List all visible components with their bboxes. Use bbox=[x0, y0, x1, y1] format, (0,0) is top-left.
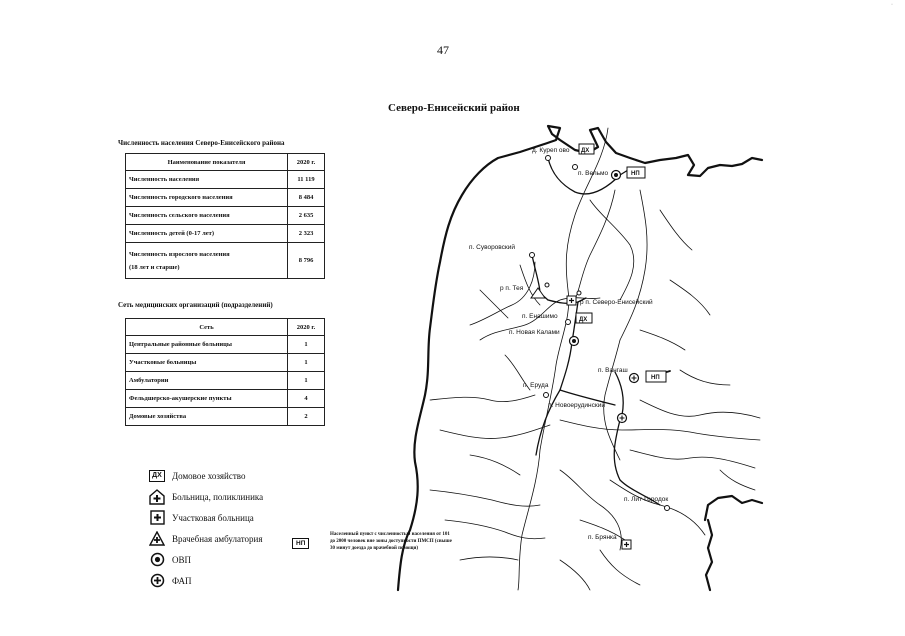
settlement-label: п. Вельмо bbox=[578, 170, 609, 177]
settlement-label: п. Енашимо bbox=[522, 313, 558, 320]
row-value: 8 796 bbox=[288, 243, 325, 279]
settlement-label: п. Брянка bbox=[588, 534, 617, 541]
row-label: Фельдшерско-акушерские пункты bbox=[126, 390, 288, 408]
row-value: 1 bbox=[288, 372, 325, 390]
settlement-box-label: НП bbox=[651, 375, 660, 381]
row-label: Численность городского населения bbox=[126, 189, 288, 207]
settlement-kurepovo bbox=[532, 144, 594, 161]
district-title: Северо-Енисейский район bbox=[388, 102, 520, 114]
settlement-severo bbox=[567, 291, 653, 306]
house-box-icon: ДХ bbox=[149, 470, 165, 482]
row-value: 1 bbox=[288, 336, 325, 354]
network-title: Сеть медицинских организаций (подразделений) bbox=[118, 301, 273, 309]
settlement-suvorovsky bbox=[469, 243, 535, 258]
corner-mark: · bbox=[891, 2, 893, 8]
settlement-eruda bbox=[523, 382, 549, 398]
page-number: 47 bbox=[437, 43, 449, 57]
settlement-kalami bbox=[509, 329, 579, 346]
population-title: Численность населения Северо-Енисейского района bbox=[118, 139, 285, 147]
np-legend-text: Населенный пункт с численностью населения от 101 до 2000 человек вне зоны доступности ПМСП (свыше 30 минут доезда до врачебной помощи) bbox=[330, 532, 452, 551]
row-value: 8 484 bbox=[288, 189, 325, 207]
legend-label: Больница, поликлиника bbox=[172, 491, 264, 502]
settlement-box-label: ДХ bbox=[581, 148, 590, 154]
row-value: 11 119 bbox=[288, 171, 325, 189]
settlement-box-label: ДХ bbox=[579, 317, 588, 323]
legend-label: Домовое хозяйство bbox=[172, 470, 246, 481]
row-label: Центральные районные больницы bbox=[126, 336, 288, 354]
settlement-velmo bbox=[573, 165, 646, 180]
settlement-novoerudinsky bbox=[548, 401, 627, 423]
settlement-marker bbox=[530, 253, 535, 258]
settlement-label: п. Лит-Городок bbox=[624, 496, 669, 503]
row-label: Численность населения bbox=[126, 171, 288, 189]
row-label: Домовые хозяйства bbox=[126, 408, 288, 426]
settlement-label: р п. Тея bbox=[500, 285, 524, 292]
row-value: 2 bbox=[288, 408, 325, 426]
settlement-label: п. Новоерудинский bbox=[548, 402, 605, 409]
row-value: 2 635 bbox=[288, 207, 325, 225]
settlement-label: д. Куреп ово bbox=[532, 147, 570, 154]
legend-label: ОВП bbox=[172, 554, 192, 565]
row-value: 2 323 bbox=[288, 225, 325, 243]
settlement-marker bbox=[566, 320, 571, 325]
settlement-label: п. Суворовский bbox=[469, 244, 516, 251]
network-header-name: Сеть bbox=[126, 319, 288, 336]
settlement-marker bbox=[544, 393, 549, 398]
settlement-enashimo bbox=[522, 313, 592, 325]
settlement-label: п. Вангаш bbox=[598, 367, 628, 374]
settlement-label: р п. Северо-Енисейский bbox=[580, 299, 653, 306]
legend-label: Участковая больница bbox=[172, 512, 254, 523]
river-network bbox=[430, 128, 760, 590]
row-label: Участковые больницы bbox=[126, 354, 288, 372]
legend-label: ФАП bbox=[172, 575, 192, 586]
legend-label: Врачебная амбулатория bbox=[172, 533, 263, 544]
row-label-line: Численность взрослого населения bbox=[129, 250, 230, 258]
settlement-brjanka bbox=[588, 534, 631, 549]
settlement-box-label: НП bbox=[631, 171, 640, 177]
boundary-line bbox=[705, 496, 762, 590]
settlement-label: п. Новая Калами bbox=[509, 329, 560, 336]
population-header-name: Наименование показателя bbox=[126, 154, 288, 171]
row-label: Численность детей (0-17 лет) bbox=[126, 225, 288, 243]
ambulatory-icon bbox=[531, 288, 545, 298]
settlement-marker bbox=[573, 165, 578, 170]
settlement-marker bbox=[546, 156, 551, 161]
row-label: Численность сельского населения bbox=[126, 207, 288, 225]
population-header-year: 2020 г. bbox=[288, 154, 325, 171]
row-label: Амбулатории bbox=[126, 372, 288, 390]
settlement-litgorodok bbox=[624, 496, 670, 511]
network-header-year: 2020 г. bbox=[288, 319, 325, 336]
row-value: 1 bbox=[288, 354, 325, 372]
np-legend-symbol: НП bbox=[292, 538, 309, 549]
settlement-vangash bbox=[598, 367, 666, 383]
settlements bbox=[469, 144, 670, 549]
settlement-marker bbox=[665, 506, 670, 511]
row-label-line: (18 лет и старше) bbox=[129, 263, 180, 271]
row-value: 4 bbox=[288, 390, 325, 408]
settlement-label: п. Еруда bbox=[523, 382, 549, 389]
